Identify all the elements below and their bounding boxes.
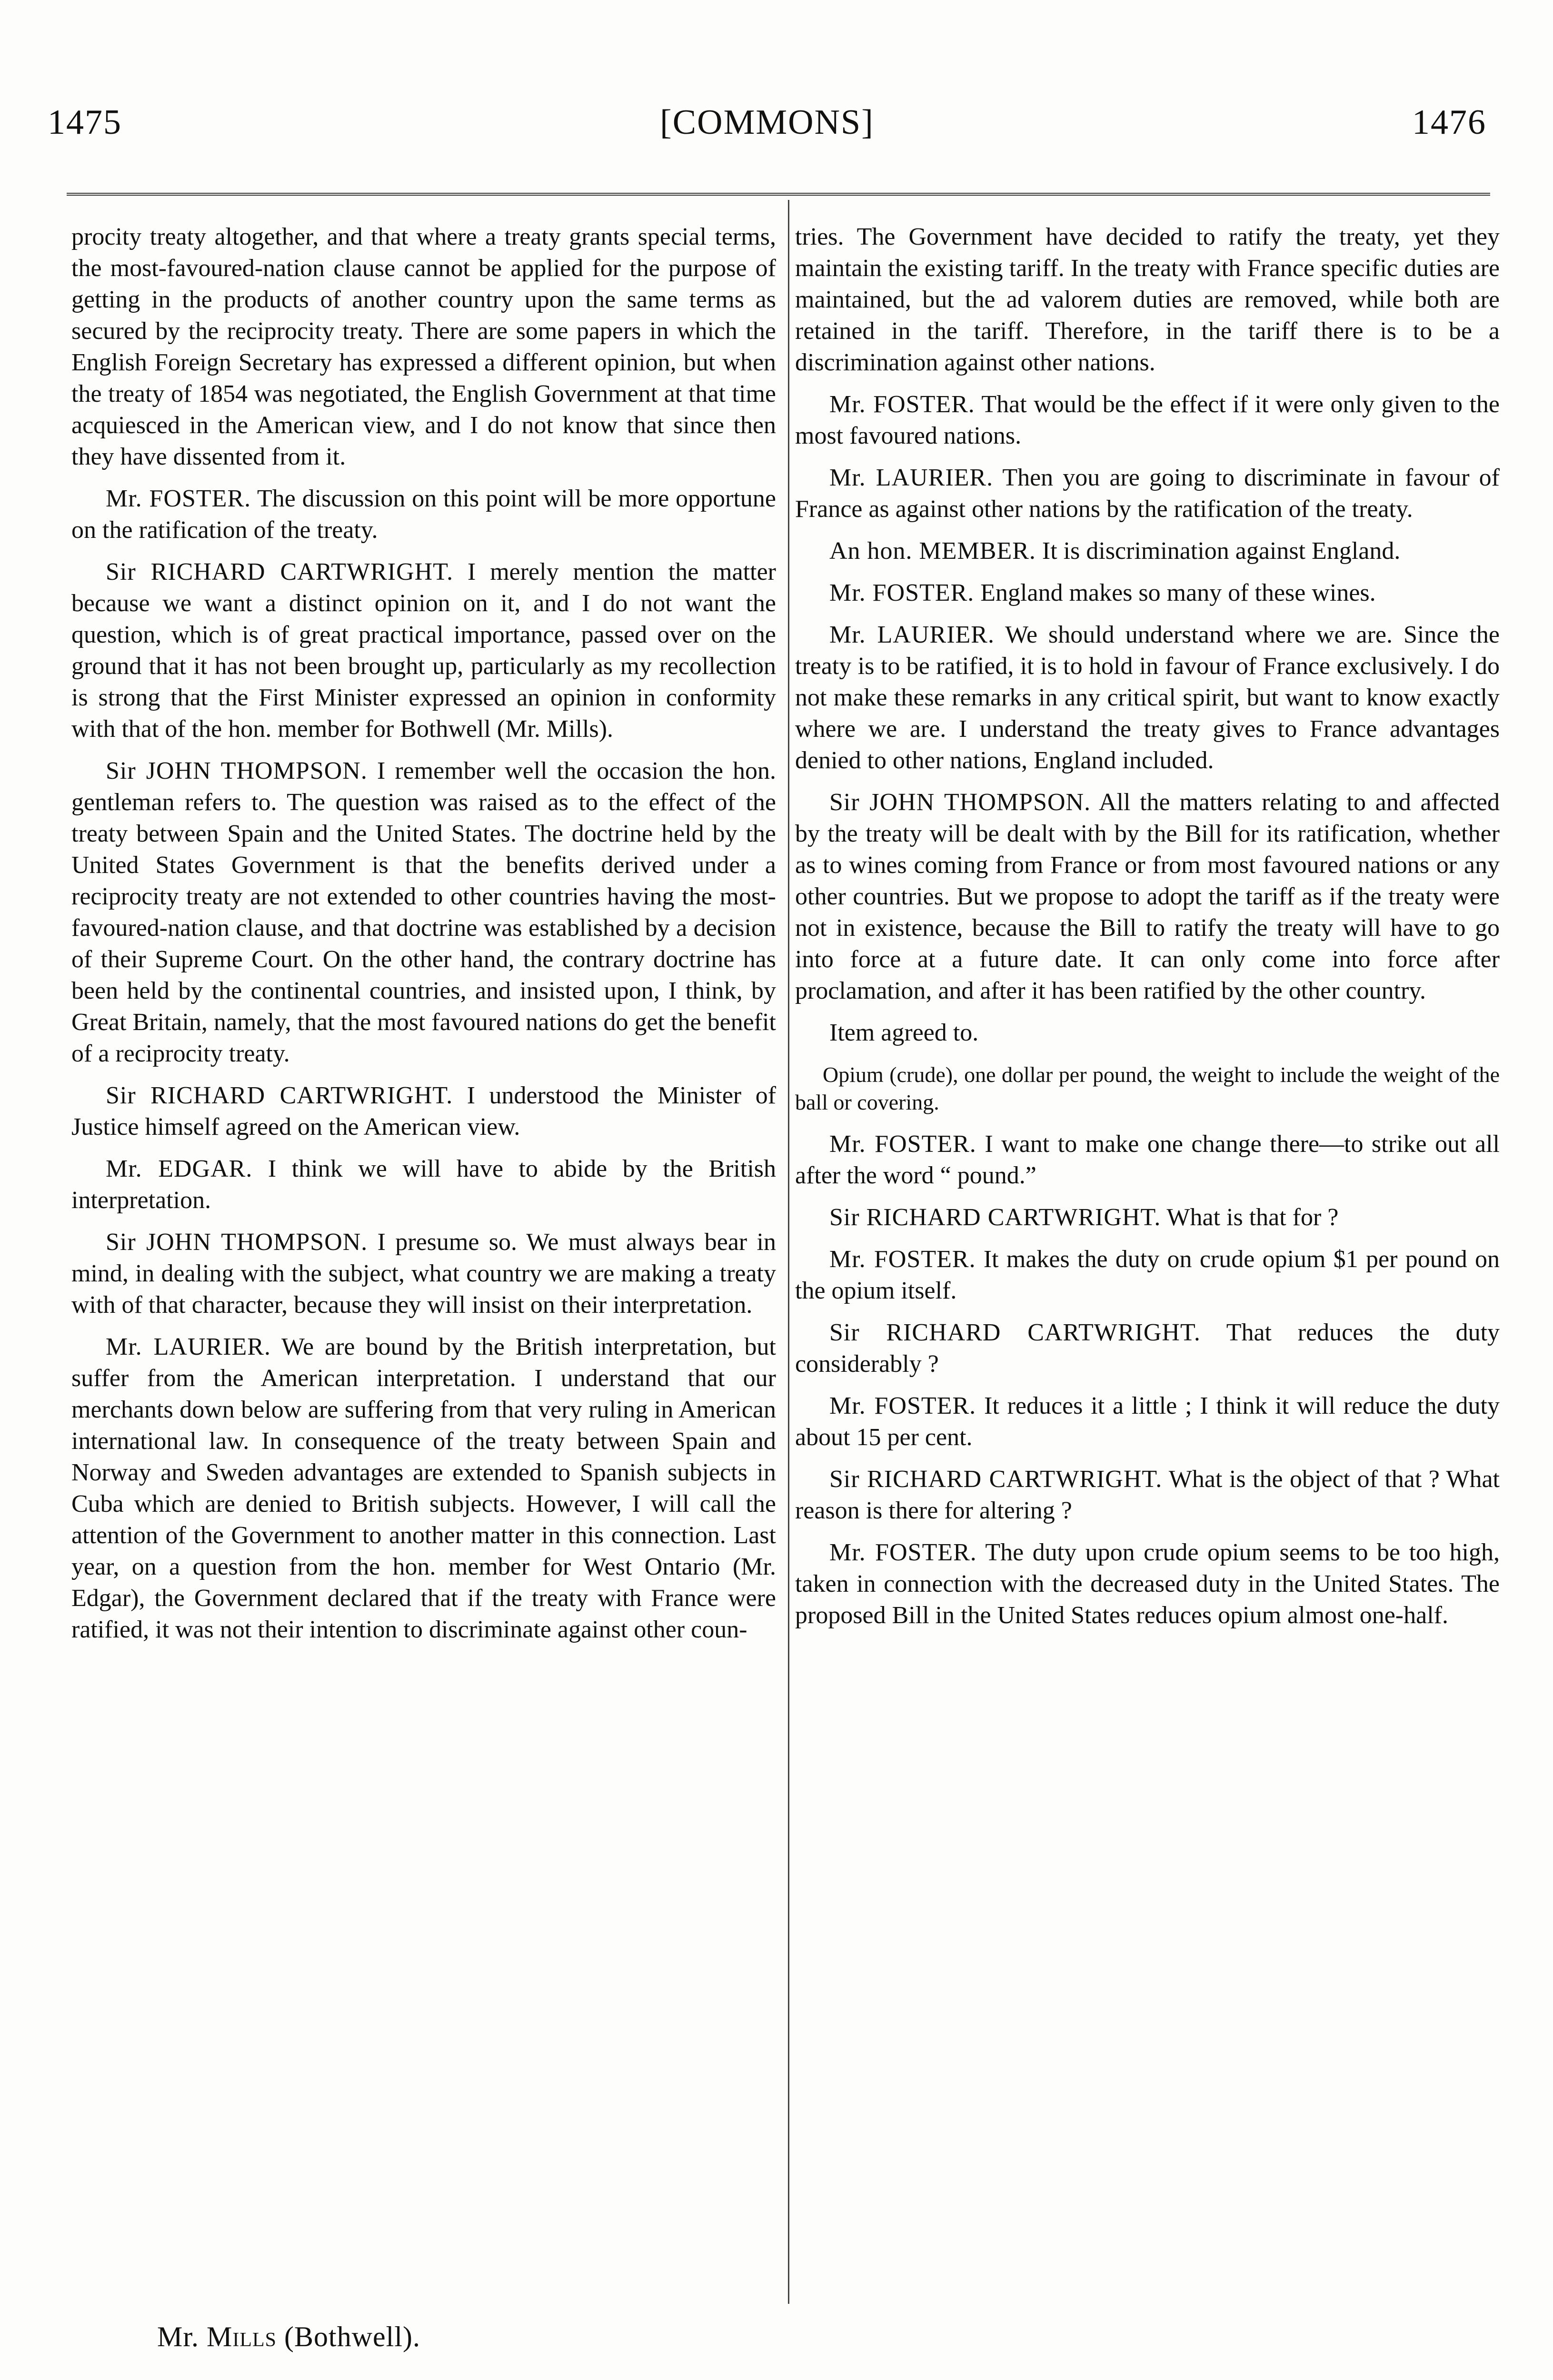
paragraph-text: All the matters relating to and affected by the treaty will be dealt with by the Bill for its ratification, whether as to wines coming from France or from most favoured nations or any other countries. But we propose to adopt the tariff as if the treaty were not in existence, because the Bill to ratify the treaty will have to go into force at a future date. It can only come into force after proclamation, and after it has been ratified by the other country. (795, 789, 1500, 1004)
right-column (795, 221, 1500, 1642)
speaker-name: Mr. FOSTER. (829, 1539, 977, 1566)
speaker-name: Mr. FOSTER. (829, 1392, 976, 1419)
speech-paragraph (71, 1227, 776, 1321)
paragraph-text: That reduces the duty considerably ? (795, 1319, 1500, 1378)
speech-paragraph (795, 577, 1500, 609)
speaker-name: Mr. FOSTER. (829, 1246, 976, 1273)
speaker-name: Sir JOHN THOMPSON. (106, 1229, 368, 1256)
speaker-name: Mr. LAURIER. (106, 1333, 271, 1360)
speech-paragraph (71, 483, 776, 546)
speaker-name: Sir RICHARD CARTWRIGHT. (829, 1466, 1163, 1493)
speaker-name: Mr. FOSTER. (106, 485, 251, 512)
speech-paragraph (795, 1129, 1500, 1191)
paragraph-text: Item agreed to. (829, 1019, 979, 1046)
paragraph-text: I remember well the occasion the hon. gentleman refers to. The question was raised as to the effect of the treaty between Spain and the United States. The doctrine held by the United States Government is that the benefits derived under a reciprocity treaty are not extended to other countries having the most-favoured-nation clause, and that doctrine was established by a decision of their Supreme Court. On the other hand, the contrary doctrine has been held by the continental countries, and insisted upon, I think, by Great Britain, namely, that the most favoured nations do get the benefit of a reciprocity treaty. (71, 757, 776, 1067)
left-column (71, 221, 776, 1656)
speaker-name: Sir RICHARD CARTWRIGHT. (829, 1319, 1201, 1346)
speech-paragraph (795, 1537, 1500, 1631)
paragraph-text: What is the object of that ? What reason is there for altering ? (795, 1466, 1500, 1524)
speech-paragraph (795, 462, 1500, 525)
speaker-name: Sir JOHN THOMPSON. (829, 789, 1091, 816)
footer-suffix: (Bothwell). (277, 2321, 420, 2352)
paragraph-text: tries. The Government have decided to ratify the treaty, yet they maintain the existing tariff. In the treaty with France specific duties are maintained, but the ad valorem duties are removed, while both are retained in the tariff. Therefore, in the tariff there is to be a discrimination against other nations. (795, 223, 1500, 376)
paragraph-text: The discussion on this point will be more opportune on the ratification of the treaty. (71, 485, 776, 544)
speech-paragraph (795, 1464, 1500, 1527)
speech-paragraph (71, 221, 776, 473)
paragraph-text: We should understand where we are. Since the treaty is to be ratified, it is to hold in favour of France exclusively. I do not make these remarks in any critical spirit, but want to know exactly where we are. I understand the treaty gives to France advantages denied to other nations, England included. (795, 621, 1500, 774)
paragraph-text: It makes the duty on crude opium $1 per pound on the opium itself. (795, 1246, 1500, 1304)
left-page-number: 1475 (48, 103, 122, 142)
speech-paragraph (795, 1202, 1500, 1233)
speaker-name: Sir RICHARD CARTWRIGHT. (829, 1204, 1161, 1231)
right-page-number: 1476 (1412, 103, 1486, 142)
speech-paragraph (71, 1331, 776, 1646)
speaker-name: Mr. LAURIER. (829, 621, 995, 648)
speech-paragraph (795, 1390, 1500, 1453)
speaker-name: Sir RICHARD CARTWRIGHT. (106, 558, 454, 585)
paragraph-text: procity treaty altogether, and that where a treaty grants special terms, the most-favoured-nation clause cannot be applied for the purpose of getting in the products of another country upon the same terms as secured by the reciprocity treaty. There are some papers in which the English Foreign Secretary has expressed a different opinion, but when the treaty of 1854 was negotiated, the English Government at that time acquiesced in the American view, and I do not know that since then they have dissented from it. (71, 223, 776, 470)
running-footer (157, 2320, 420, 2353)
speaker-name: Mr. FOSTER. (829, 1130, 976, 1158)
paragraph-text: That would be the effect if it were only given to the most favoured nations. (795, 391, 1500, 449)
paragraph-text: I think we will have to abide by the British interpretation. (71, 1155, 776, 1214)
schedule-item (795, 1061, 1500, 1116)
speech-paragraph (795, 389, 1500, 452)
paragraph-text: We are bound by the British interpretation, but suffer from the American interpretation. I understand that our merchants down below are suffering from that very ruling in American international law. In consequence of the treaty between Spain and Norway and Sweden advantages are extended to Spanish subjects in Cuba which are denied to British subjects. However, I will call the attention of the Government to another matter in this connection. Last year, on a question from the hon. member for West Ontario (Mr. Edgar), the Government declared that if the treaty with France were ratified, it was not their intention to discriminate against other coun- (71, 1333, 776, 1643)
speaker-name: Sir JOHN THOMPSON. (106, 757, 368, 784)
paragraph-text: Then you are going to discriminate in favour of France as against other nations by the ratification of the treaty. (795, 464, 1500, 523)
header-title: [COMMONS] (660, 103, 874, 142)
speech-paragraph (71, 556, 776, 745)
paragraph-text: It is discrimination against England. (1042, 537, 1401, 565)
footer-prefix: Mr. (157, 2321, 207, 2352)
speech-paragraph (795, 1317, 1500, 1380)
speaker-name: Mr. LAURIER. (829, 464, 994, 491)
speech-paragraph (71, 1080, 776, 1143)
paragraph-text: The duty upon crude opium seems to be too high, taken in connection with the decreased duty in the United States. The proposed Bill in the United States reduces opium almost one-half. (795, 1539, 1500, 1629)
speech-paragraph (795, 536, 1500, 567)
paragraph-text: I understood the Minister of Justice himself agreed on the American view. (71, 1082, 776, 1140)
speaker-name: An hon. MEMBER. (829, 537, 1036, 565)
paragraph-text: It reduces it a little ; I think it will reduce the duty about 15 per cent. (795, 1392, 1500, 1451)
column-divider (788, 200, 789, 2304)
speech-paragraph (71, 755, 776, 1070)
speaker-name: Mr. EDGAR. (106, 1155, 253, 1182)
speech-paragraph (795, 619, 1500, 776)
speech-paragraph (795, 787, 1500, 1007)
paragraph-text: I presume so. We must always bear in mind, in dealing with the subject, what country we are making a treaty with of that character, because they will insist on their interpretation. (71, 1229, 776, 1319)
speaker-name: Sir RICHARD CARTWRIGHT. (106, 1082, 453, 1109)
paragraph-text: England makes so many of these wines. (980, 579, 1376, 606)
paragraph-text: I want to make one change there—to strike out all after the word “ pound.” (795, 1130, 1500, 1189)
item-agreed (795, 1017, 1500, 1049)
header-rule (67, 193, 1490, 196)
footer-name: Mills (207, 2321, 277, 2352)
paragraph-text: What is that for ? (1166, 1204, 1339, 1231)
speech-paragraph (795, 221, 1500, 378)
speaker-name: Mr. FOSTER. (829, 579, 975, 606)
page-header (48, 102, 1486, 155)
speaker-name: Mr. FOSTER. (829, 391, 975, 418)
speech-paragraph (71, 1153, 776, 1216)
paragraph-text: I merely mention the matter because we want a distinct opinion on it, and I do not want the question, which is of great practical importance, passed over on the ground that it has not been brought up, particularly as my recollection is strong that the First Minister expressed an opinion in conformity with that of the hon. member for Bothwell (Mr. Mills). (71, 558, 776, 743)
speech-paragraph (795, 1244, 1500, 1307)
paragraph-text: Opium (crude), one dollar per pound, the weight to include the weight of the ball or covering. (795, 1062, 1500, 1114)
